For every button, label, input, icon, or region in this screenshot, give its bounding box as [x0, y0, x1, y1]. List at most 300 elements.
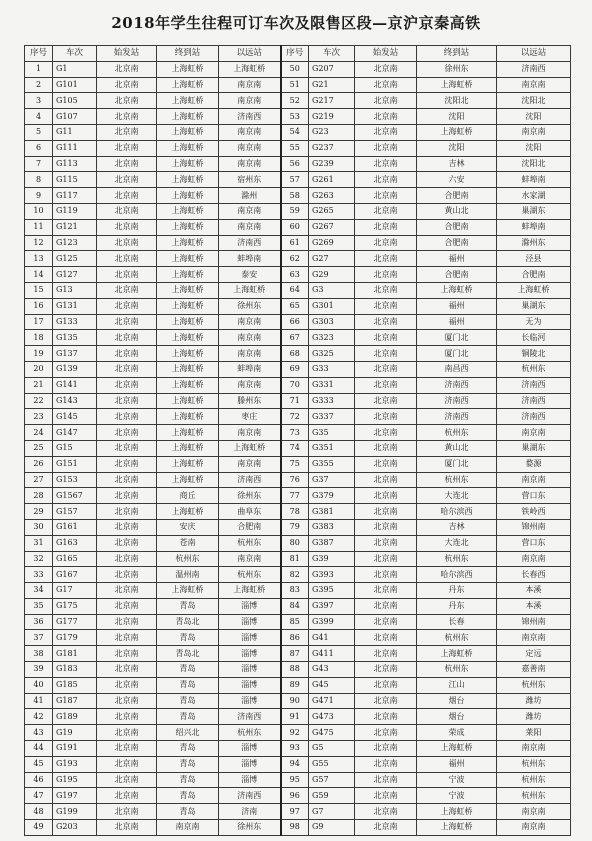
cell-train: G1567	[53, 488, 97, 504]
cell-beyond: 济南西	[497, 61, 571, 77]
cell-beyond: 淄博	[219, 677, 281, 693]
cell-train: G55	[309, 756, 355, 772]
cell-beyond: 蚌埠南	[219, 361, 281, 377]
cell-beyond: 沈阳北	[497, 93, 571, 109]
cell-beyond: 营口东	[497, 535, 571, 551]
cell-terminal: 青岛	[157, 772, 219, 788]
cell-train: G17	[53, 583, 97, 599]
cell-terminal: 青岛	[157, 741, 219, 757]
cell-train: G137	[53, 346, 97, 362]
cell-train: G269	[309, 235, 355, 251]
cell-train: G9	[309, 820, 355, 836]
cell-seq: 4	[25, 109, 53, 125]
cell-terminal: 厦门北	[417, 346, 497, 362]
train-table-container	[24, 45, 570, 836]
cell-terminal: 厦门北	[417, 456, 497, 472]
cell-train: G37	[309, 472, 355, 488]
cell-seq: 73	[281, 425, 309, 441]
header-terminal: 终到站	[417, 46, 497, 62]
cell-beyond: 南京南	[219, 140, 281, 156]
table-row	[25, 203, 571, 219]
cell-train: G183	[53, 662, 97, 678]
table-row	[25, 519, 571, 535]
cell-origin: 北京南	[97, 298, 157, 314]
cell-beyond: 南京南	[219, 156, 281, 172]
cell-terminal: 沈阳	[417, 109, 497, 125]
cell-beyond: 杭州东	[497, 788, 571, 804]
cell-seq: 38	[25, 646, 53, 662]
cell-origin: 北京南	[97, 630, 157, 646]
cell-train: G351	[309, 440, 355, 456]
cell-beyond: 泰安	[219, 267, 281, 283]
cell-beyond: 淄博	[219, 662, 281, 678]
cell-train: G135	[53, 330, 97, 346]
cell-beyond: 济南西	[219, 235, 281, 251]
cell-origin: 北京南	[97, 646, 157, 662]
cell-origin: 北京南	[97, 488, 157, 504]
cell-seq: 2	[25, 77, 53, 93]
cell-train: G39	[309, 551, 355, 567]
cell-origin: 北京南	[355, 519, 417, 535]
cell-train: G397	[309, 598, 355, 614]
cell-origin: 北京南	[97, 188, 157, 204]
cell-seq: 98	[281, 820, 309, 836]
cell-terminal: 荣成	[417, 725, 497, 741]
cell-train: G381	[309, 504, 355, 520]
cell-train: G133	[53, 314, 97, 330]
cell-terminal: 上海虹桥	[157, 109, 219, 125]
table-row	[25, 504, 571, 520]
cell-beyond: 宿州东	[219, 172, 281, 188]
table-row	[25, 393, 571, 409]
cell-origin: 北京南	[355, 440, 417, 456]
cell-seq: 12	[25, 235, 53, 251]
cell-terminal: 沈阳北	[417, 93, 497, 109]
cell-train: G323	[309, 330, 355, 346]
cell-seq: 34	[25, 583, 53, 599]
cell-seq: 65	[281, 298, 309, 314]
table-row	[25, 93, 571, 109]
cell-beyond: 济南西	[219, 709, 281, 725]
header-seq: 序号	[281, 46, 309, 62]
cell-train: G175	[53, 598, 97, 614]
cell-train: G197	[53, 788, 97, 804]
cell-seq: 42	[25, 709, 53, 725]
cell-origin: 北京南	[355, 377, 417, 393]
cell-terminal: 杭州东	[417, 630, 497, 646]
cell-origin: 北京南	[355, 109, 417, 125]
cell-beyond: 徐州东	[219, 820, 281, 836]
cell-seq: 59	[281, 203, 309, 219]
table-row	[25, 772, 571, 788]
cell-origin: 北京南	[355, 772, 417, 788]
cell-train: G239	[309, 156, 355, 172]
cell-seq: 13	[25, 251, 53, 267]
cell-beyond: 南京南	[219, 93, 281, 109]
cell-seq: 90	[281, 693, 309, 709]
cell-train: G261	[309, 172, 355, 188]
cell-beyond: 上海虹桥	[219, 583, 281, 599]
cell-train: G355	[309, 456, 355, 472]
table-row	[25, 488, 571, 504]
cell-seq: 74	[281, 440, 309, 456]
cell-terminal: 厦门北	[417, 330, 497, 346]
cell-train: G265	[309, 203, 355, 219]
cell-beyond: 沈阳	[497, 140, 571, 156]
cell-seq: 76	[281, 472, 309, 488]
table-row	[25, 425, 571, 441]
cell-beyond: 枣庄	[219, 409, 281, 425]
cell-train: G219	[309, 109, 355, 125]
cell-seq: 44	[25, 741, 53, 757]
cell-terminal: 青岛	[157, 662, 219, 678]
cell-terminal: 济南西	[417, 409, 497, 425]
cell-train: G107	[53, 109, 97, 125]
cell-beyond: 曲阜东	[219, 504, 281, 520]
cell-train: G203	[53, 820, 97, 836]
cell-origin: 北京南	[355, 393, 417, 409]
page-title: 2018年学生往程可订车次及限售区段—京沪京秦高铁	[111, 14, 481, 32]
cell-train: G139	[53, 361, 97, 377]
cell-seq: 8	[25, 172, 53, 188]
cell-train: G45	[309, 677, 355, 693]
cell-origin: 北京南	[355, 93, 417, 109]
cell-seq: 94	[281, 756, 309, 772]
cell-beyond: 济南西	[497, 377, 571, 393]
cell-origin: 北京南	[97, 772, 157, 788]
table-body	[25, 61, 571, 835]
cell-origin: 北京南	[355, 456, 417, 472]
cell-train: G143	[53, 393, 97, 409]
cell-beyond: 合肥南	[497, 267, 571, 283]
header-beyond: 以远站	[497, 46, 571, 62]
cell-seq: 89	[281, 677, 309, 693]
cell-beyond: 南京南	[497, 741, 571, 757]
cell-seq: 67	[281, 330, 309, 346]
cell-beyond: 铜陵北	[497, 346, 571, 362]
cell-origin: 北京南	[97, 267, 157, 283]
table-row	[25, 820, 571, 836]
cell-origin: 北京南	[97, 440, 157, 456]
cell-terminal: 丹东	[417, 598, 497, 614]
cell-terminal: 青岛	[157, 756, 219, 772]
cell-beyond: 济南西	[497, 409, 571, 425]
cell-seq: 15	[25, 282, 53, 298]
cell-beyond: 沈阳北	[497, 156, 571, 172]
cell-seq: 81	[281, 551, 309, 567]
cell-terminal: 温州南	[157, 567, 219, 583]
cell-seq: 70	[281, 377, 309, 393]
cell-beyond: 南京南	[219, 77, 281, 93]
cell-terminal: 黄山北	[417, 440, 497, 456]
table-row	[25, 298, 571, 314]
cell-seq: 69	[281, 361, 309, 377]
cell-origin: 北京南	[97, 140, 157, 156]
cell-train: G33	[309, 361, 355, 377]
cell-beyond: 徐州东	[219, 298, 281, 314]
cell-seq: 71	[281, 393, 309, 409]
cell-terminal: 青岛	[157, 709, 219, 725]
cell-origin: 北京南	[355, 472, 417, 488]
cell-seq: 17	[25, 314, 53, 330]
cell-seq: 41	[25, 693, 53, 709]
cell-seq: 54	[281, 124, 309, 140]
cell-train: G237	[309, 140, 355, 156]
cell-train: G161	[53, 519, 97, 535]
cell-seq: 48	[25, 804, 53, 820]
cell-seq: 52	[281, 93, 309, 109]
cell-beyond: 淄博	[219, 630, 281, 646]
cell-origin: 北京南	[97, 741, 157, 757]
cell-seq: 95	[281, 772, 309, 788]
cell-seq: 27	[25, 472, 53, 488]
cell-beyond: 锦州南	[497, 519, 571, 535]
cell-origin: 北京南	[97, 598, 157, 614]
cell-beyond: 长春西	[497, 567, 571, 583]
cell-terminal: 上海虹桥	[417, 124, 497, 140]
cell-beyond: 南京南	[219, 203, 281, 219]
cell-terminal: 沈阳	[417, 140, 497, 156]
cell-beyond: 南京南	[497, 124, 571, 140]
cell-origin: 北京南	[355, 488, 417, 504]
cell-train: G111	[53, 140, 97, 156]
cell-beyond: 上海虹桥	[219, 282, 281, 298]
cell-origin: 北京南	[355, 677, 417, 693]
cell-seq: 35	[25, 598, 53, 614]
cell-origin: 北京南	[355, 693, 417, 709]
cell-beyond: 水家湖	[497, 188, 571, 204]
cell-origin: 北京南	[97, 219, 157, 235]
cell-origin: 北京南	[355, 282, 417, 298]
cell-seq: 37	[25, 630, 53, 646]
cell-origin: 北京南	[97, 677, 157, 693]
cell-terminal: 上海虹桥	[157, 504, 219, 520]
cell-terminal: 杭州东	[157, 551, 219, 567]
cell-terminal: 福州	[417, 314, 497, 330]
table-row	[25, 156, 571, 172]
cell-seq: 28	[25, 488, 53, 504]
cell-seq: 1	[25, 61, 53, 77]
cell-beyond: 上海虹桥	[219, 61, 281, 77]
cell-train: G59	[309, 788, 355, 804]
cell-seq: 56	[281, 156, 309, 172]
cell-train: G411	[309, 646, 355, 662]
cell-seq: 19	[25, 346, 53, 362]
cell-train: G399	[309, 614, 355, 630]
cell-seq: 9	[25, 188, 53, 204]
cell-seq: 25	[25, 440, 53, 456]
table-row	[25, 109, 571, 125]
cell-train: G151	[53, 456, 97, 472]
table-row	[25, 77, 571, 93]
cell-terminal: 南京南	[157, 820, 219, 836]
table-row	[25, 693, 571, 709]
cell-seq: 16	[25, 298, 53, 314]
table-row	[25, 709, 571, 725]
cell-origin: 北京南	[97, 519, 157, 535]
cell-seq: 14	[25, 267, 53, 283]
cell-terminal: 上海虹桥	[157, 188, 219, 204]
cell-origin: 北京南	[97, 156, 157, 172]
cell-terminal: 上海虹桥	[417, 646, 497, 662]
cell-terminal: 丹东	[417, 583, 497, 599]
header-seq: 序号	[25, 46, 53, 62]
cell-train: G267	[309, 219, 355, 235]
cell-train: G43	[309, 662, 355, 678]
cell-origin: 北京南	[355, 172, 417, 188]
train-table	[24, 45, 571, 836]
cell-train: G199	[53, 804, 97, 820]
cell-terminal: 宁波	[417, 772, 497, 788]
cell-origin: 北京南	[97, 472, 157, 488]
cell-seq: 29	[25, 504, 53, 520]
cell-origin: 北京南	[355, 504, 417, 520]
cell-origin: 北京南	[97, 251, 157, 267]
cell-beyond: 滕州东	[219, 393, 281, 409]
cell-train: G181	[53, 646, 97, 662]
cell-terminal: 黄山北	[417, 203, 497, 219]
cell-origin: 北京南	[97, 393, 157, 409]
header-beyond: 以远站	[219, 46, 281, 62]
cell-seq: 33	[25, 567, 53, 583]
cell-origin: 北京南	[355, 630, 417, 646]
cell-seq: 61	[281, 235, 309, 251]
cell-train: G393	[309, 567, 355, 583]
cell-train: G13	[53, 282, 97, 298]
cell-origin: 北京南	[355, 61, 417, 77]
cell-terminal: 上海虹桥	[157, 93, 219, 109]
cell-seq: 23	[25, 409, 53, 425]
cell-beyond: 南京南	[219, 377, 281, 393]
header-origin: 始发站	[355, 46, 417, 62]
cell-origin: 北京南	[97, 93, 157, 109]
cell-seq: 84	[281, 598, 309, 614]
cell-seq: 86	[281, 630, 309, 646]
cell-terminal: 青岛	[157, 677, 219, 693]
cell-beyond: 上海虹桥	[497, 282, 571, 298]
cell-terminal: 长春	[417, 614, 497, 630]
cell-origin: 北京南	[355, 409, 417, 425]
cell-origin: 北京南	[355, 188, 417, 204]
cell-train: G165	[53, 551, 97, 567]
cell-terminal: 青岛北	[157, 614, 219, 630]
header-train: 车次	[53, 46, 97, 62]
cell-beyond: 本溪	[497, 598, 571, 614]
cell-train: G127	[53, 267, 97, 283]
cell-beyond: 南京南	[219, 551, 281, 567]
cell-beyond: 本溪	[497, 583, 571, 599]
cell-origin: 北京南	[355, 298, 417, 314]
cell-seq: 43	[25, 725, 53, 741]
cell-seq: 55	[281, 140, 309, 156]
header-origin: 始发站	[97, 46, 157, 62]
cell-seq: 7	[25, 156, 53, 172]
table-row	[25, 172, 571, 188]
cell-train: G303	[309, 314, 355, 330]
table-row	[25, 583, 571, 599]
cell-seq: 83	[281, 583, 309, 599]
cell-train: G145	[53, 409, 97, 425]
cell-origin: 北京南	[355, 267, 417, 283]
cell-train: G153	[53, 472, 97, 488]
cell-beyond: 合肥南	[219, 519, 281, 535]
cell-terminal: 上海虹桥	[417, 282, 497, 298]
cell-beyond: 淄博	[219, 646, 281, 662]
cell-beyond: 南京南	[219, 219, 281, 235]
cell-terminal: 合肥南	[417, 188, 497, 204]
cell-beyond: 淄博	[219, 598, 281, 614]
cell-seq: 96	[281, 788, 309, 804]
cell-terminal: 杭州东	[417, 662, 497, 678]
cell-origin: 北京南	[355, 251, 417, 267]
cell-seq: 6	[25, 140, 53, 156]
cell-origin: 北京南	[355, 156, 417, 172]
cell-origin: 北京南	[355, 140, 417, 156]
cell-beyond: 长临河	[497, 330, 571, 346]
cell-origin: 北京南	[97, 756, 157, 772]
cell-train: G195	[53, 772, 97, 788]
cell-seq: 92	[281, 725, 309, 741]
cell-beyond: 杭州东	[219, 535, 281, 551]
table-row	[25, 377, 571, 393]
table-row	[25, 662, 571, 678]
cell-beyond: 锦州南	[497, 614, 571, 630]
cell-train: G387	[309, 535, 355, 551]
cell-beyond: 蚌埠南	[497, 219, 571, 235]
cell-beyond: 南京南	[219, 314, 281, 330]
cell-train: G35	[309, 425, 355, 441]
cell-train: G333	[309, 393, 355, 409]
cell-train: G27	[309, 251, 355, 267]
cell-origin: 北京南	[355, 646, 417, 662]
cell-seq: 21	[25, 377, 53, 393]
cell-origin: 北京南	[355, 346, 417, 362]
table-row	[25, 235, 571, 251]
cell-beyond: 南京南	[219, 456, 281, 472]
cell-origin: 北京南	[355, 219, 417, 235]
cell-origin: 北京南	[97, 425, 157, 441]
cell-terminal: 上海虹桥	[157, 140, 219, 156]
cell-origin: 北京南	[97, 583, 157, 599]
cell-seq: 40	[25, 677, 53, 693]
cell-terminal: 安庆	[157, 519, 219, 535]
cell-train: G379	[309, 488, 355, 504]
cell-origin: 北京南	[97, 662, 157, 678]
table-row	[25, 741, 571, 757]
cell-terminal: 上海虹桥	[157, 156, 219, 172]
cell-terminal: 青岛	[157, 630, 219, 646]
cell-seq: 18	[25, 330, 53, 346]
header-terminal: 终到站	[157, 46, 219, 62]
cell-train: G15	[53, 440, 97, 456]
cell-beyond: 南京南	[497, 551, 571, 567]
table-row	[25, 646, 571, 662]
cell-origin: 北京南	[355, 203, 417, 219]
cell-train: G167	[53, 567, 97, 583]
cell-terminal: 烟台	[417, 709, 497, 725]
cell-seq: 5	[25, 124, 53, 140]
cell-origin: 北京南	[97, 693, 157, 709]
cell-beyond: 淄博	[219, 772, 281, 788]
cell-train: G179	[53, 630, 97, 646]
cell-origin: 北京南	[97, 456, 157, 472]
cell-terminal: 上海虹桥	[157, 346, 219, 362]
cell-beyond: 杭州东	[497, 756, 571, 772]
cell-train: G193	[53, 756, 97, 772]
cell-beyond: 济南西	[219, 472, 281, 488]
cell-train: G121	[53, 219, 97, 235]
cell-terminal: 大连北	[417, 535, 497, 551]
